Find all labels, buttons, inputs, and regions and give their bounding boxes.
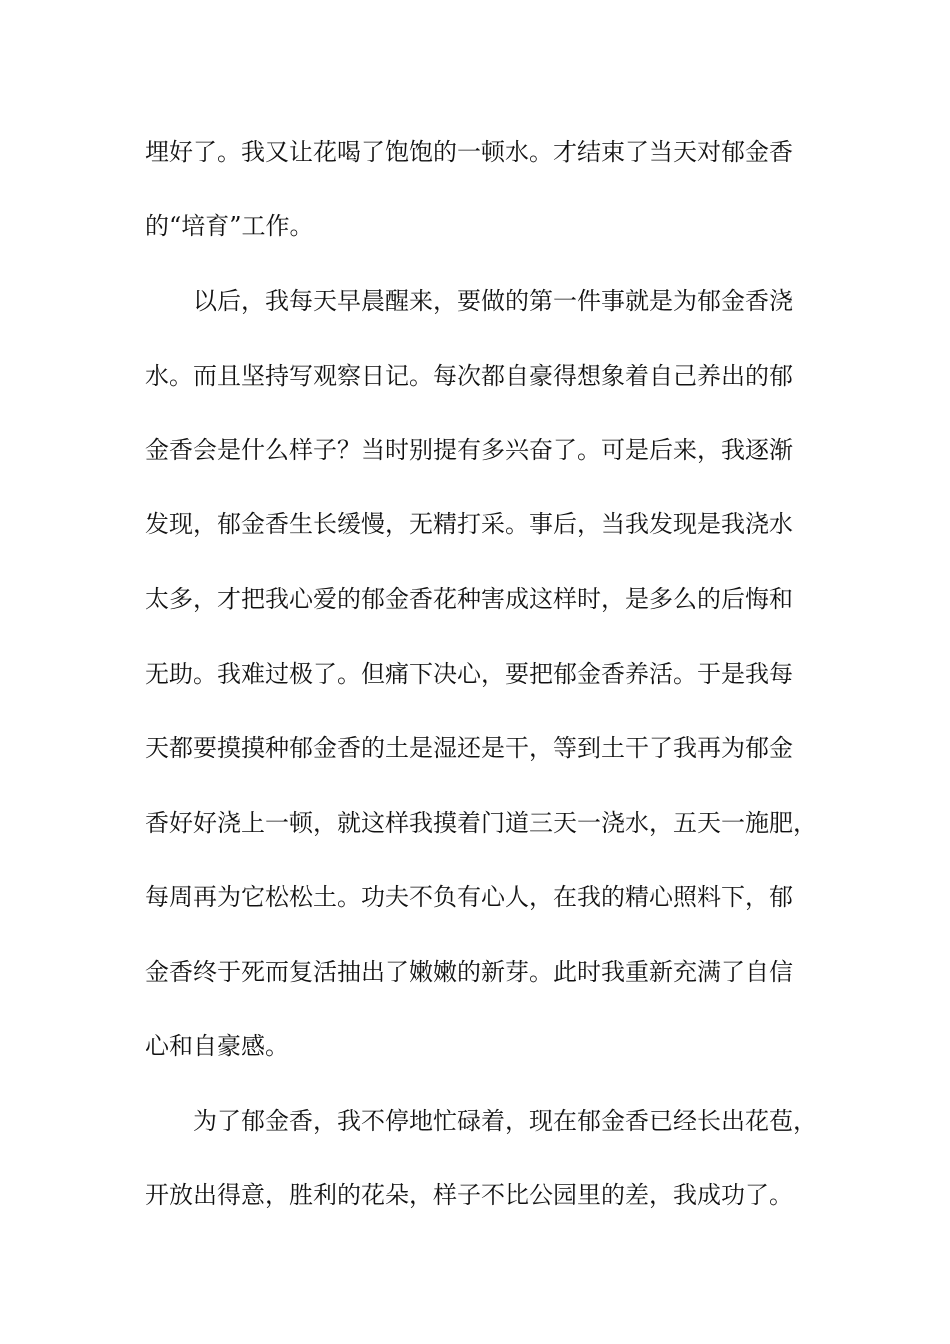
text-line: 为了郁金香，我不停地忙碌着，现在郁金香已经长出花苞， (145, 1107, 817, 1135)
text-line: 金香会是什么样子？当时别提有多兴奋了。可是后来，我逐渐 (145, 436, 793, 464)
text-line: 天都要摸摸种郁金香的土是湿还是干，等到土干了我再为郁金 (145, 734, 793, 762)
text-line: 发现，郁金香生长缓慢，无精打采。事后，当我发现是我浇水 (145, 510, 793, 538)
text-line: 金香终于死而复活抽出了嫩嫩的新芽。此时我重新充满了自信 (145, 958, 793, 986)
text-line: 每周再为它松松土。功夫不负有心人，在我的精心照料下，郁 (145, 883, 793, 911)
text-line: 埋好了。我又让花喝了饱饱的一顿水。才结束了当天对郁金香 (145, 138, 793, 166)
text-line: 香好好浇上一顿，就这样我摸着门道三天一浇水，五天一施肥， (145, 809, 817, 837)
text-line: 太多，才把我心爱的郁金香花种害成这样时，是多么的后悔和 (145, 585, 793, 613)
text-line: 开放出得意，胜利的花朵，样子不比公园里的差，我成功了。 (145, 1181, 793, 1209)
text-line: 水。而且坚持写观察日记。每次都自豪得想象着自己养出的郁 (145, 362, 793, 390)
text-line: 以后，我每天早晨醒来，要做的第一件事就是为郁金香浇 (145, 287, 793, 315)
text-line: 无助。我难过极了。但痛下决心，要把郁金香养活。于是我每 (145, 660, 793, 688)
text-line: 的“培育”工作。 (145, 212, 314, 240)
text-line: 心和自豪感。 (145, 1032, 289, 1060)
